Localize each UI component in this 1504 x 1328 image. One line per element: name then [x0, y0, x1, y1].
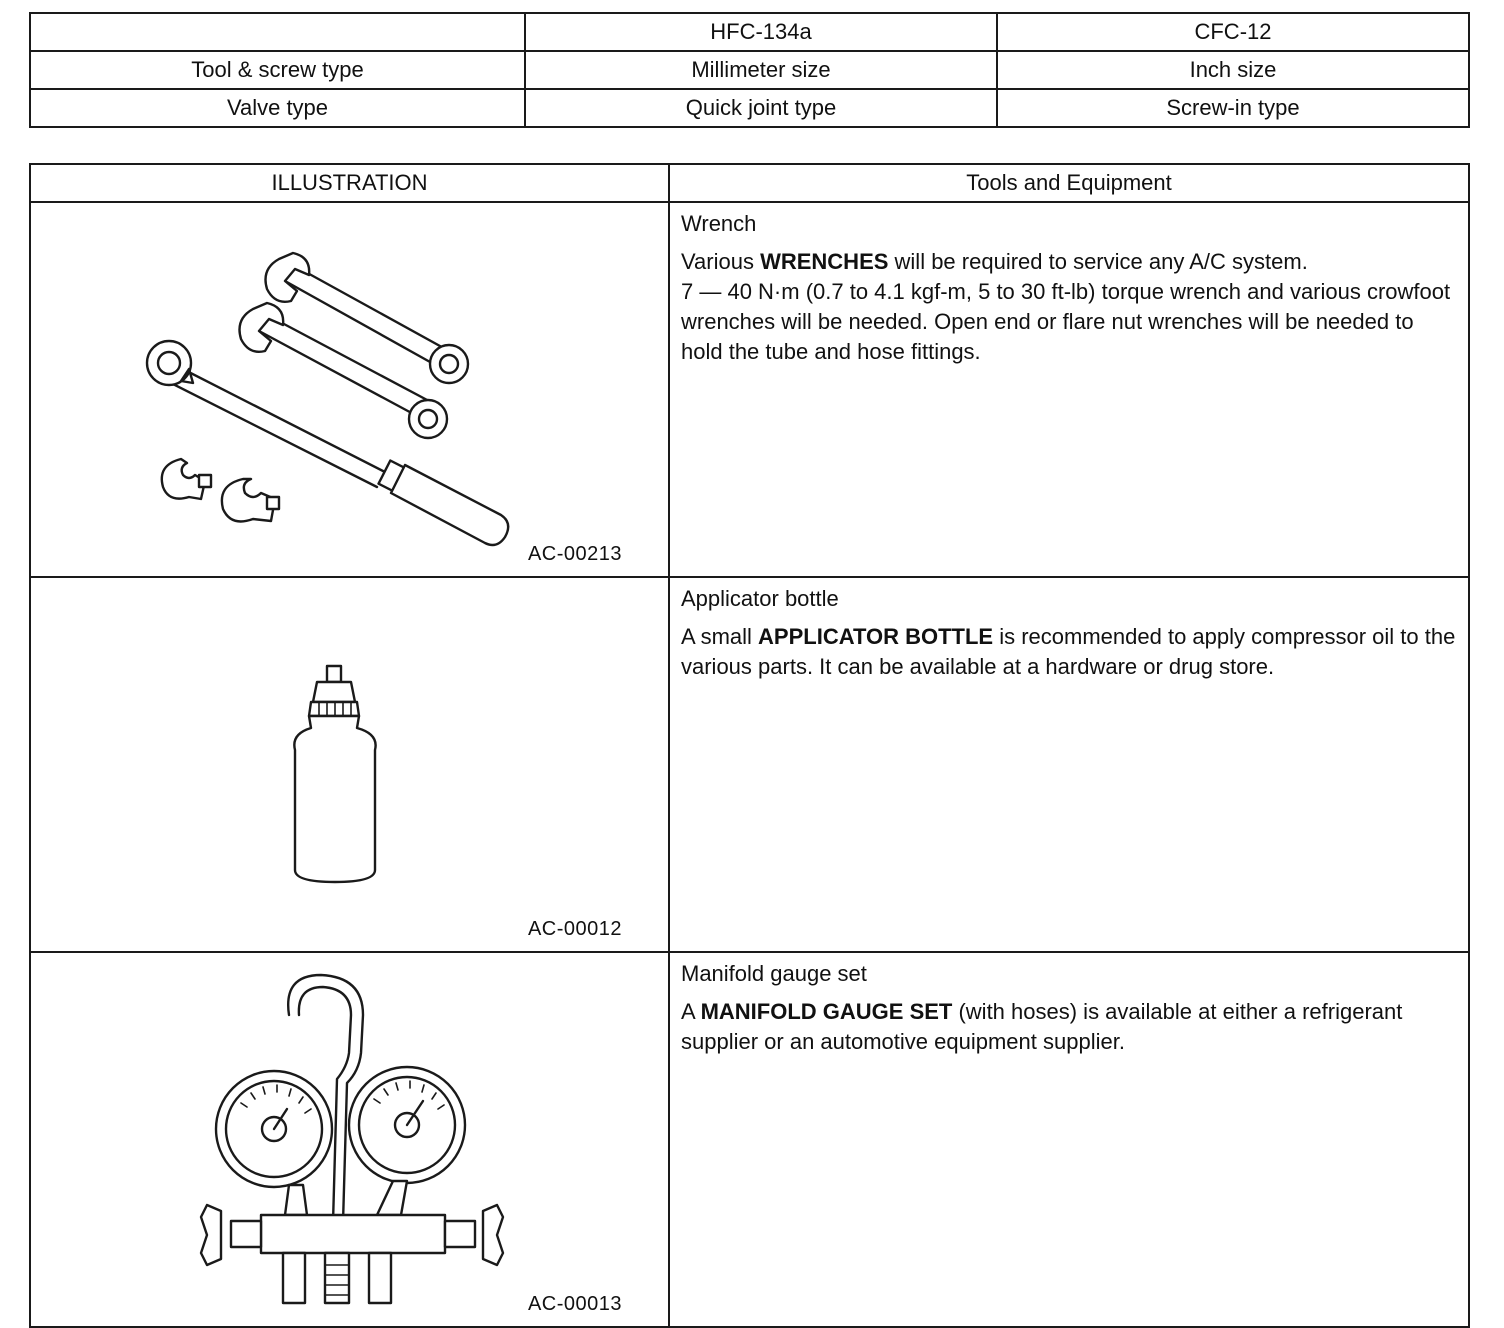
column-header-hfc-134a: HFC-134a: [525, 13, 997, 51]
description-text: A small: [681, 624, 759, 649]
item-description: [681, 622, 1456, 682]
table-row: [30, 577, 1469, 952]
column-header-cfc-12: CFC-12: [997, 13, 1469, 51]
description-text: (with hoses) is available at either a refrigerant supplier or an automotive equipment supplier.: [681, 999, 1403, 1054]
illustration-code: AC-00012: [527, 918, 622, 940]
table-row: [30, 952, 1469, 1327]
item-title: Wrench: [681, 211, 757, 236]
description-cell: [669, 952, 1469, 1327]
illustration-cell: [30, 202, 669, 577]
description-emphasis: MANIFOLD GAUGE SET: [700, 999, 953, 1024]
illustration-cell: [30, 952, 669, 1327]
row-label: Tool & screw type: [30, 51, 525, 89]
table-row: [30, 202, 1469, 577]
item-description: [681, 247, 1456, 367]
table-row: [30, 13, 1469, 51]
table-row: [30, 89, 1469, 127]
description-emphasis: APPLICATOR BOTTLE: [758, 624, 994, 649]
item-title: Manifold gauge set: [681, 961, 867, 986]
illustration-cell: [30, 577, 669, 952]
item-description: [681, 997, 1456, 1057]
applicator-bottle-icon: [31, 578, 670, 945]
table-cell: [30, 13, 525, 51]
table-cell: Inch size: [997, 51, 1469, 89]
table-cell: Millimeter size: [525, 51, 997, 89]
table-cell: Quick joint type: [525, 89, 997, 127]
illustration-code: AC-00213: [527, 543, 622, 565]
description-text: is recommended to apply compressor oil to the various parts. It can be available at a hardware or drug store.: [681, 624, 1456, 679]
description-text: will be required to service any A/C system.: [888, 249, 1308, 274]
column-header-illustration: ILLUSTRATION: [30, 164, 669, 202]
refrigerant-comparison-table: [29, 12, 1470, 128]
table-header-row: [30, 164, 1469, 202]
description-text: A: [681, 999, 701, 1024]
illustration-code: AC-00013: [527, 1293, 622, 1315]
description-cell: [669, 202, 1469, 577]
description-text: 7 — 40 N·m (0.7 to 4.1 kgf-m, 5 to 30 ft-lb) torque wrench and various crowfoot wrenches will be needed. Open end or flare nut wrenches will be needed to hold the tube and hose fittings.: [681, 279, 1451, 364]
tools-equipment-table: [29, 163, 1470, 1328]
wrench-set-icon: [31, 203, 670, 570]
table-cell: Screw-in type: [997, 89, 1469, 127]
row-label: Valve type: [30, 89, 525, 127]
column-header-tools: Tools and Equipment: [669, 164, 1469, 202]
item-title: Applicator bottle: [681, 586, 839, 611]
table-row: [30, 51, 1469, 89]
description-emphasis: WRENCHES: [760, 249, 889, 274]
description-cell: [669, 577, 1469, 952]
description-text: Various: [681, 249, 761, 274]
manifold-gauge-set-icon: [31, 953, 670, 1320]
